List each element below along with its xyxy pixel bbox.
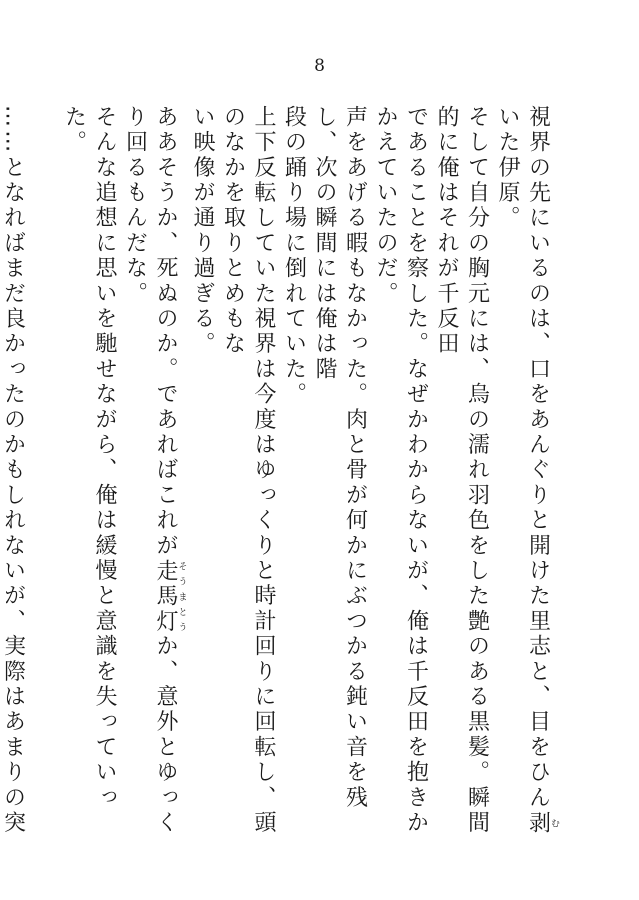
text-run: そして自分の胸元には、烏の濡れ羽色をした艶のある黒髪。瞬間的に俺はそれが千反田 <box>434 105 490 836</box>
text-line <box>217 105 278 845</box>
text-run: そんな追想に思いを馳せながら、俺は緩慢と意識を失っていった。 <box>61 105 117 811</box>
text-run: か、意外とゆっくり回るもんだな。 <box>122 105 178 836</box>
text-line <box>187 105 218 845</box>
ruby-base: 剥 <box>525 810 551 836</box>
text-run: 声をあげる暇もなかった。肉と骨が何かにぶつかる鈍い音を残し、次の瞬間には俺は階 <box>312 105 368 811</box>
ruby-reading: む <box>549 810 559 836</box>
text-line <box>309 105 370 845</box>
text-run: ああそうか、死ぬのか。であればこれが <box>153 105 178 559</box>
text-run: であることを察した。なぜかわからないが、俺は千反田を抱きかかえていたのだ。 <box>373 105 429 836</box>
text-run <box>31 105 56 130</box>
ruby-reading: そうまとう <box>176 558 187 635</box>
text-line <box>492 105 560 845</box>
text-line <box>58 105 119 845</box>
text-run: い映像が通り過ぎる。 <box>190 105 215 357</box>
ruby-base: 走馬灯 <box>153 558 178 635</box>
page-number: 8 <box>314 56 325 76</box>
text-run: 段の踊り場に倒れていた。 <box>281 105 307 408</box>
ruby-annotation <box>153 558 187 635</box>
text-line <box>28 105 59 845</box>
text-line <box>119 105 187 845</box>
text-line <box>278 105 309 845</box>
text-run: 視界の先にいるのは、口をあんぐりと開けた里志と、目をひん <box>525 105 551 811</box>
text-run: 上下反転していた視界は今度はゆっくりと時計回りに回転し、頭のなかを取りとめもな <box>220 105 276 836</box>
text-run: ……となればまだ良かったのかもしれないが、実際はあまりの突 <box>0 105 26 836</box>
body-text <box>0 105 559 845</box>
text-run: いた伊原。 <box>495 105 520 231</box>
text-line <box>370 105 431 845</box>
text-line <box>431 105 492 845</box>
text-line <box>0 105 28 845</box>
ruby-annotation <box>525 810 559 836</box>
